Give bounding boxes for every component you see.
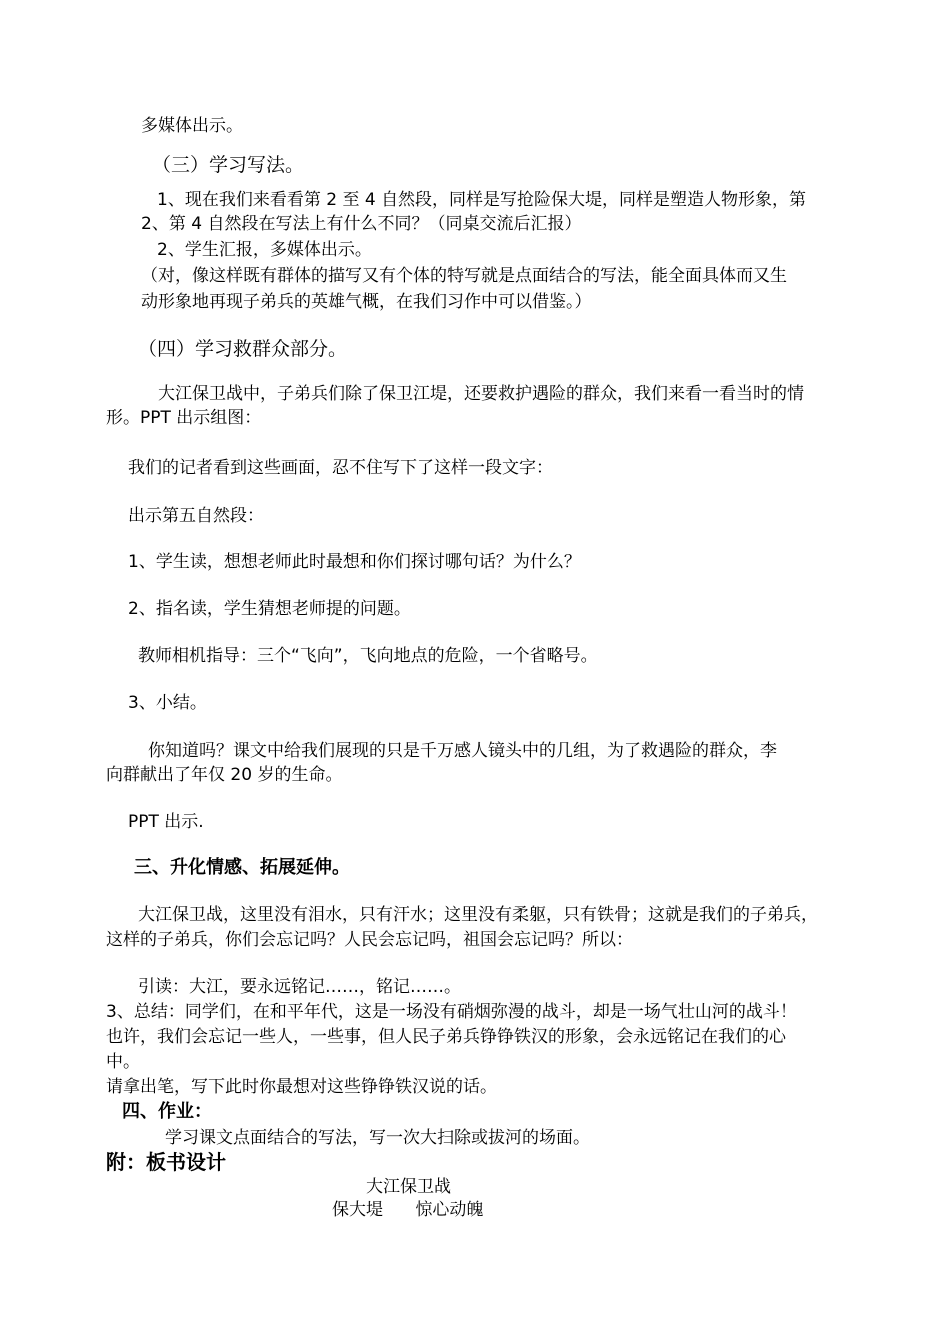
text-line: 3、小结。: [128, 693, 207, 713]
section-heading: （三）学习写法。: [152, 154, 305, 176]
section-heading: 附：板书设计: [106, 1150, 226, 1174]
text-line: 大江保卫战，这里没有泪水，只有汗水；这里没有柔躯，只有铁骨；这就是我们的子弟兵，: [138, 905, 818, 925]
section-heading: （四）学习救群众部分。: [138, 338, 348, 360]
board-title: 大江保卫战: [366, 1177, 451, 1197]
text-line: PPT 出示.: [128, 812, 204, 832]
text-line: 教师相机指导：三个“飞向”，飞向地点的危险，一个省略号。: [138, 646, 598, 666]
text-line: 动形象地再现子弟兵的英雄气概，在我们习作中可以借鉴。）: [141, 292, 592, 312]
text-line: 也许，我们会忘记一些人，一些事，但人民子弟兵铮铮铁汉的形象，会永远铭记在我们的心: [106, 1027, 786, 1047]
text-line: 2、学生汇报，多媒体出示。: [157, 240, 372, 260]
text-line: 2、指名读，学生猜想老师提的问题。: [128, 599, 411, 619]
text-line: 形。PPT 出示组图：: [106, 408, 262, 428]
text-line: 1、学生读，想想老师此时最想和你们探讨哪句话？为什么？: [128, 552, 581, 572]
text-line: 中。: [106, 1052, 140, 1072]
text-line: 2、第 4 自然段在写法上有什么不同？（同桌交流后汇报）: [141, 214, 582, 234]
text-line: 大江保卫战中，子弟兵们除了保卫江堤，还要救护遇险的群众，我们来看一看当时的情: [158, 384, 804, 404]
text-line: （对，像这样既有群体的描写又有个体的特写就是点面结合的写法，能全面具体而又生: [141, 266, 787, 286]
text-line: 你知道吗？课文中给我们展现的只是千万感人镜头中的几组，为了救遇险的群众，李: [148, 741, 777, 761]
text-line: 出示第五自然段：: [128, 506, 264, 526]
text-line: 多媒体出示。: [141, 116, 243, 136]
text-line: 引读：大江，要永远铭记……，铭记……。: [138, 977, 461, 997]
board-line: 保大堤 惊心动魄: [332, 1200, 484, 1220]
text-line: 学习课文点面结合的写法，写一次大扫除或拔河的场面。: [165, 1128, 590, 1148]
text-line: 请拿出笔，写下此时你最想对这些铮铮铁汉说的话。: [106, 1077, 497, 1097]
text-line: 1、现在我们来看看第 2 至 4 自然段，同样是写抢险保大堤，同样是塑造人物形象，第: [157, 190, 807, 210]
text-line: 3、总结：同学们，在和平年代，这是一场没有硝烟弥漫的战斗，却是一场气壮山河的战斗！: [106, 1002, 797, 1022]
section-heading: 四、作业：: [122, 1101, 212, 1122]
text-line: 我们的记者看到这些画面，忍不住写下了这样一段文字：: [128, 458, 553, 478]
text-line: 这样的子弟兵，你们会忘记吗？人民会忘记吗，祖国会忘记吗？所以：: [106, 930, 633, 950]
text-line: 向群献出了年仅 20 岁的生命。: [106, 765, 343, 785]
section-heading: 三、升化情感、拓展延伸。: [134, 857, 350, 878]
